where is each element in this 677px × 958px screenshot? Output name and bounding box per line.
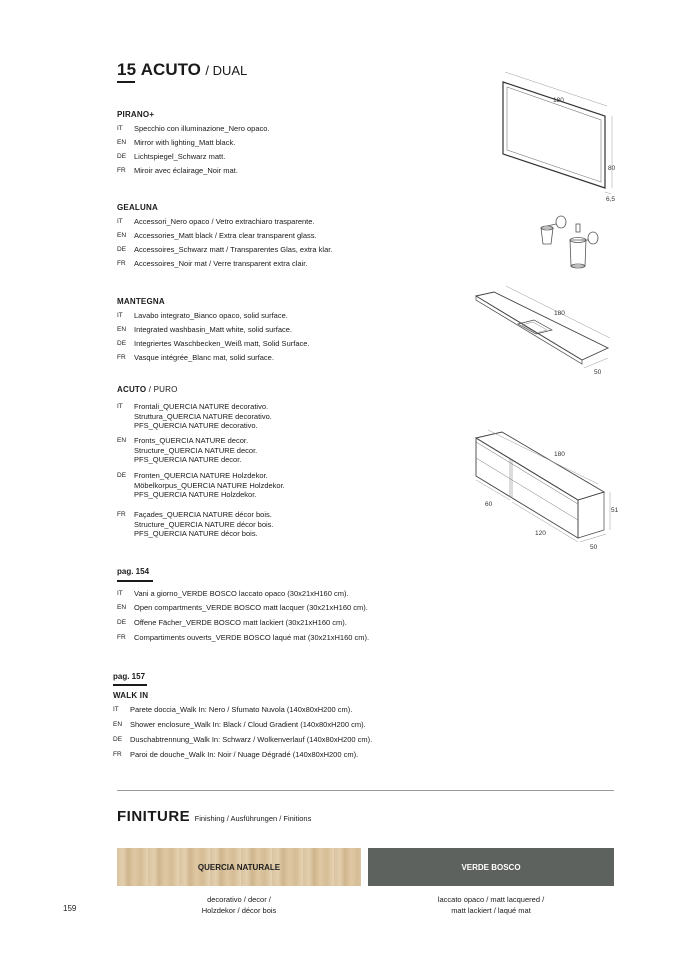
gealuna-title: GEALUNA (117, 203, 158, 212)
page-ref-157: pag. 157 (113, 672, 146, 681)
mirror-width: 180 (553, 97, 564, 104)
accessories-drawing (533, 210, 603, 272)
cabinet-drawing (470, 426, 625, 554)
cabinet-width: 180 (554, 451, 565, 458)
section-divider (117, 790, 614, 791)
cabinet-module-60: 60 (485, 501, 493, 508)
swatch-verde-caption: laccato opaco / matt lacquered / matt lackiert / laqué mat (437, 895, 545, 915)
washbasin-depth: 50 (594, 369, 602, 376)
finiture-heading (117, 808, 311, 826)
title-name: ACUTO (140, 60, 201, 79)
glass-holder-icon (541, 216, 566, 244)
washbasin-width: 180 (554, 310, 565, 317)
page-ref-154: pag. 154 (117, 567, 150, 576)
page-ref-154-rule (117, 580, 153, 582)
title-underline (117, 81, 135, 83)
pirano-title: PIRANO+ (117, 110, 155, 119)
mirror-drawing (495, 68, 625, 208)
title-number: 15 (117, 60, 137, 79)
finiture-subtitle: Finishing / Ausführungen / Finitions (194, 814, 312, 823)
acuto-title: ACUTO / PURO (117, 385, 178, 394)
cabinet-depth: 50 (590, 544, 598, 551)
walkin-title: WALK IN (113, 691, 149, 700)
mirror-depth: 6,5 (606, 196, 616, 203)
washbasin-drawing (470, 282, 615, 382)
cabinet-module-120: 120 (535, 530, 546, 537)
page-title (117, 60, 247, 80)
soap-dispenser-icon (570, 224, 598, 268)
swatch-verde-bosco: VERDE BOSCO (368, 848, 614, 886)
finiture-title: FINITURE (117, 808, 191, 825)
mirror-height: 80 (608, 165, 616, 172)
swatch-quercia-caption: decorativo / decor / Holzdekor / décor bois (201, 895, 277, 915)
cabinet-height: 51 (611, 507, 619, 514)
page-number: 159 (63, 904, 77, 913)
mantegna-title: MANTEGNA (117, 297, 165, 306)
title-sub: / DUAL (205, 63, 248, 78)
page-ref-157-rule (113, 684, 147, 686)
swatch-quercia-naturale: QUERCIA NATURALE (117, 848, 361, 886)
